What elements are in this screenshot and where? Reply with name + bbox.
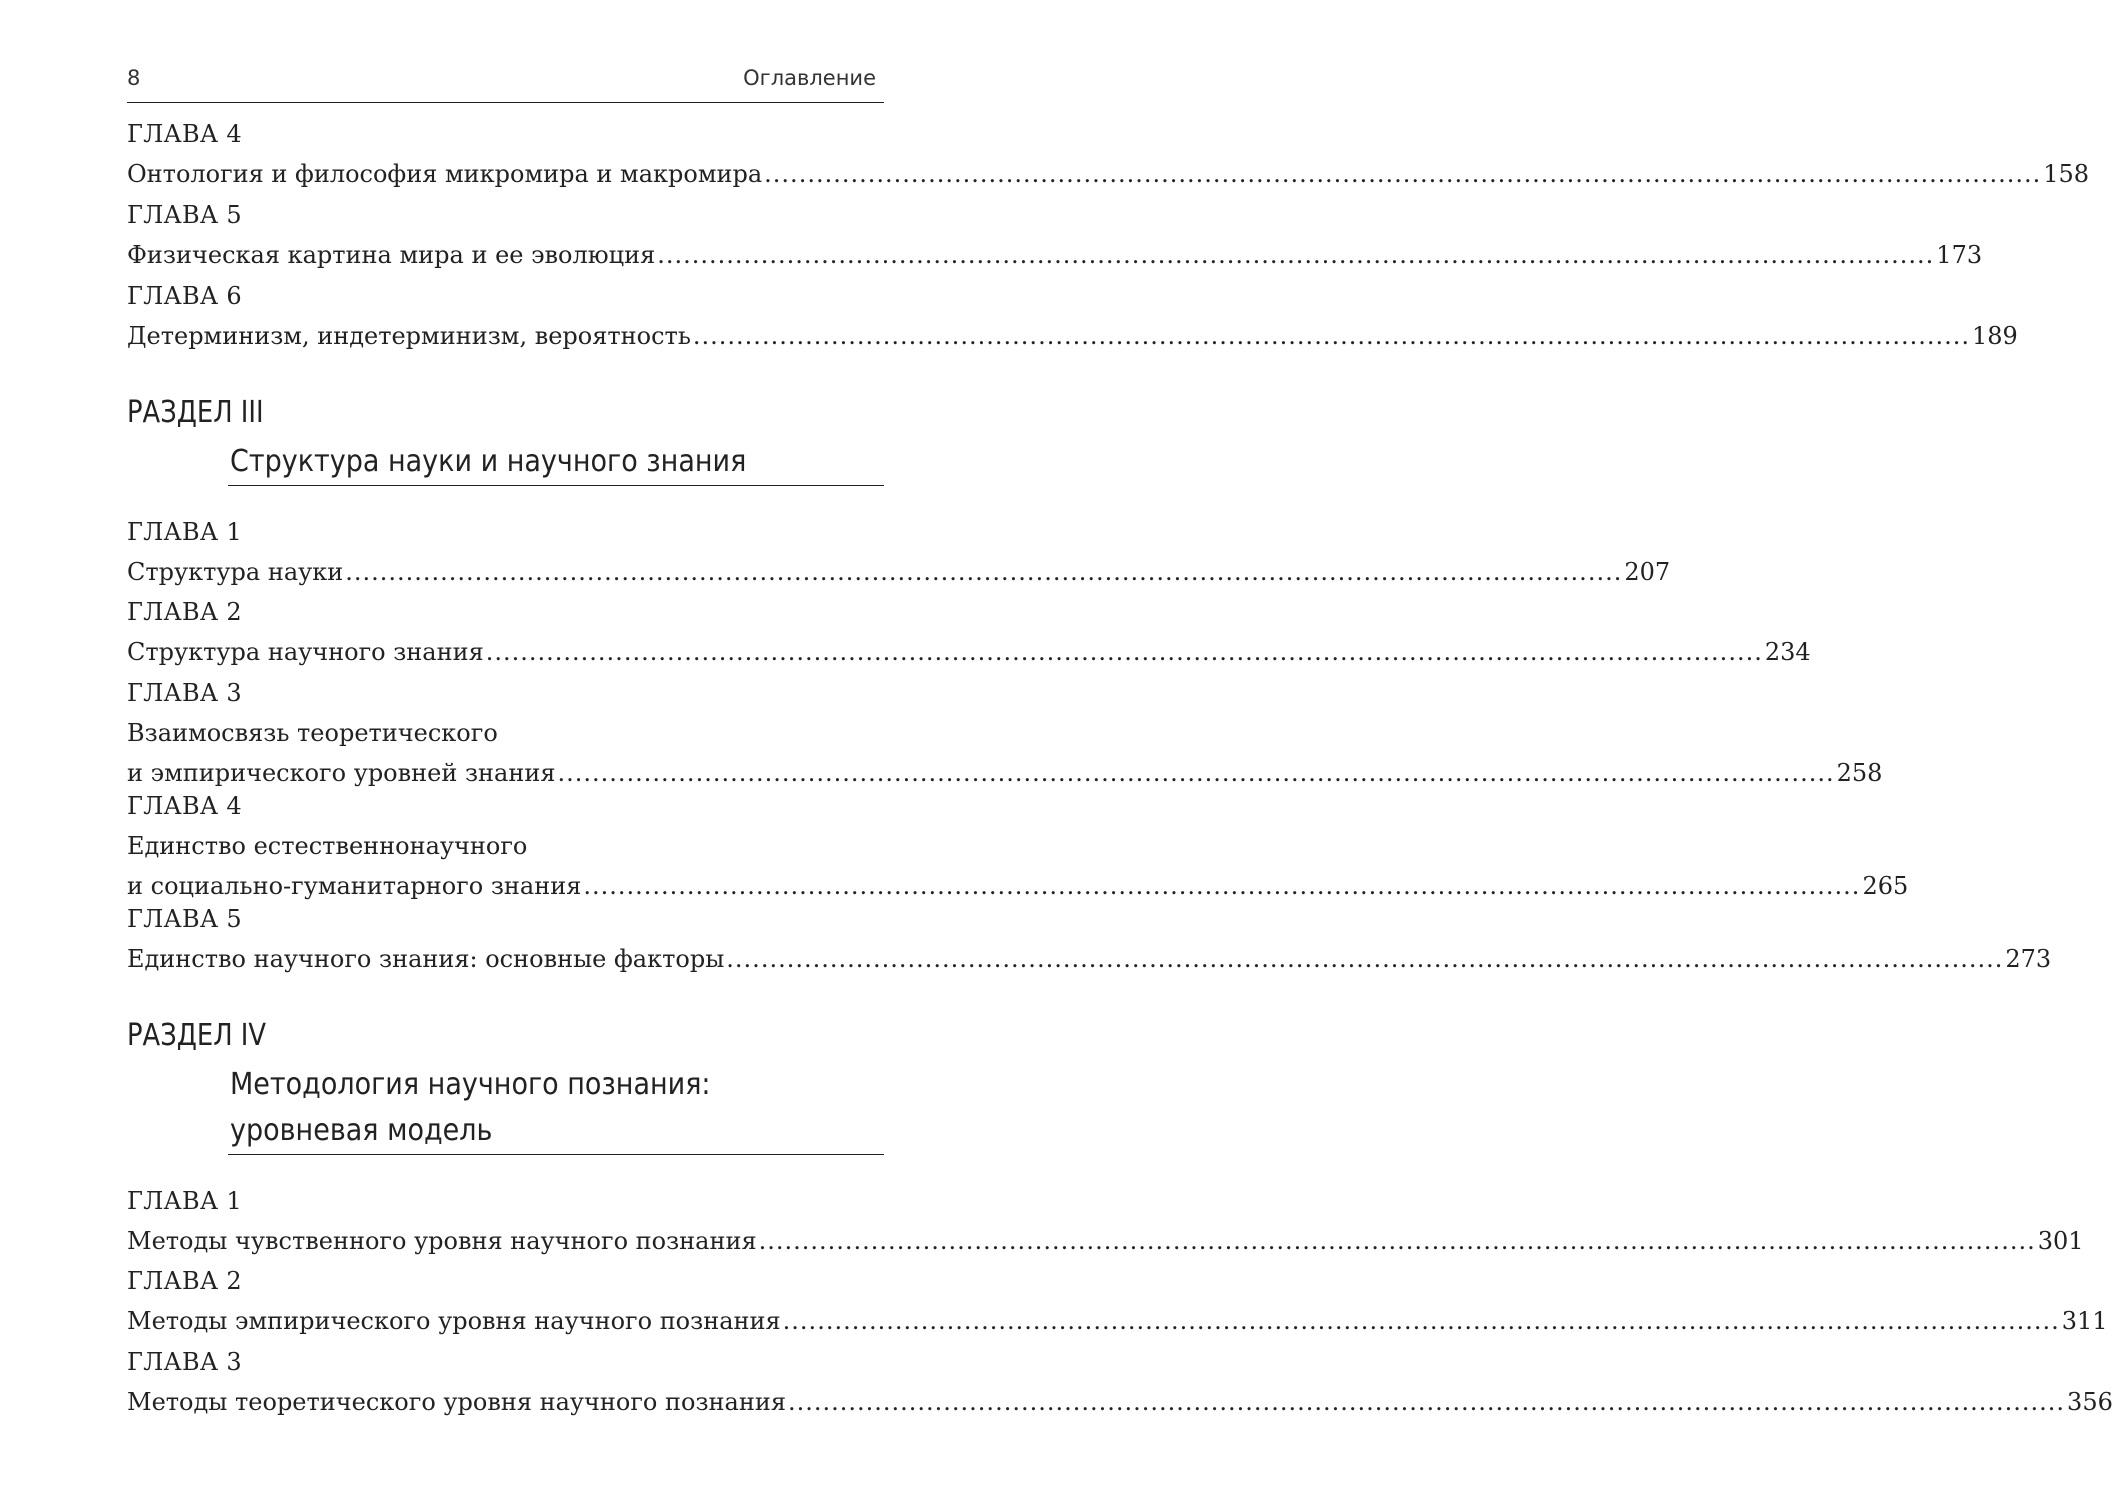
toc-entry[interactable]	[127, 673, 1883, 793]
chapter-title: Детерминизм, индетерминизм, вероятность	[127, 322, 691, 350]
section-heading-line2: уровневая модель	[230, 1113, 493, 1148]
toc-entry[interactable]	[127, 1342, 2113, 1422]
page-ref: 356	[2067, 1388, 2113, 1416]
running-title: Оглавление	[743, 66, 876, 90]
chapter-title-line1: Единство естественнонаучного	[127, 832, 528, 860]
toc-entry[interactable]	[127, 786, 1909, 906]
chapter-title: Онтология и философия микромира и макромира	[127, 160, 763, 188]
dot-leader: ....................................................................................................................................................	[557, 759, 1835, 787]
chapter-label: ГЛАВА 4	[127, 792, 242, 820]
chapter-title: Структура науки	[127, 558, 344, 586]
chapter-title-line1: Взаимосвязь теоретического	[127, 719, 498, 747]
page	[127, 0, 2113, 1504]
dot-leader: ....................................................................................................................................................	[787, 1388, 2066, 1416]
dot-leader: ....................................................................................................................................................	[758, 1227, 2036, 1255]
page-number: 8	[127, 66, 141, 90]
chapter-label: ГЛАВА 1	[127, 518, 242, 546]
dot-leader: ....................................................................................................................................................	[764, 160, 2042, 188]
toc-line	[127, 235, 1983, 275]
dot-leader: ....................................................................................................................................................	[726, 945, 2004, 973]
page-ref: 158	[2043, 160, 2090, 188]
toc-line	[127, 939, 2052, 979]
dot-leader: ....................................................................................................................................................	[345, 558, 1623, 586]
toc-entry[interactable]	[127, 1261, 2108, 1341]
toc-entry[interactable]	[127, 592, 1811, 672]
section-heading: Структура науки и научного знания	[230, 444, 747, 479]
chapter-title: и эмпирического уровней знания	[127, 759, 556, 787]
toc-entry[interactable]	[127, 899, 2052, 979]
chapter-title: Физическая картина мира и ее эволюция	[127, 241, 656, 269]
section-label: РАЗДЕЛ III	[127, 395, 264, 430]
running-head	[127, 62, 884, 103]
dot-leader: ....................................................................................................................................................	[782, 1307, 2060, 1335]
chapter-label: ГЛАВА 2	[127, 598, 242, 626]
chapter-label: ГЛАВА 4	[127, 120, 242, 148]
dot-leader: ....................................................................................................................................................	[583, 872, 1861, 900]
page-ref: 301	[2037, 1227, 2084, 1255]
section-label: РАЗДЕЛ IV	[127, 1018, 267, 1053]
toc-entry[interactable]	[127, 195, 1983, 275]
chapter-label: ГЛАВА 1	[127, 1187, 242, 1215]
dot-leader: ....................................................................................................................................................	[485, 638, 1763, 666]
dot-leader: ....................................................................................................................................................	[692, 322, 1970, 350]
toc-line	[127, 1221, 2084, 1261]
section-header	[127, 1016, 884, 1154]
chapter-title: и социально-гуманитарного знания	[127, 872, 582, 900]
section-heading: Методология научного познания:	[230, 1067, 711, 1102]
toc-line	[127, 316, 2018, 356]
page-ref: 273	[2005, 945, 2052, 973]
chapter-title: Единство научного знания: основные факторы	[127, 945, 725, 973]
page-ref: 207	[1624, 558, 1671, 586]
page-ref: 265	[1862, 872, 1909, 900]
toc-entry[interactable]	[127, 1181, 2084, 1261]
toc-line	[127, 1301, 2108, 1341]
dot-leader: ....................................................................................................................................................	[657, 241, 1935, 269]
section-rule	[228, 485, 884, 486]
toc-entry[interactable]	[127, 276, 2018, 356]
page-ref: 311	[2061, 1307, 2108, 1335]
toc-line	[127, 632, 1811, 672]
chapter-label: ГЛАВА 5	[127, 905, 242, 933]
chapter-label: ГЛАВА 2	[127, 1267, 242, 1295]
chapter-title: Методы эмпирического уровня научного познания	[127, 1307, 781, 1335]
chapter-label: ГЛАВА 5	[127, 201, 242, 229]
section-rule	[228, 1154, 884, 1155]
chapter-title: Структура научного знания	[127, 638, 484, 666]
chapter-label: ГЛАВА 3	[127, 679, 242, 707]
toc-entry[interactable]	[127, 114, 2090, 194]
page-ref: 173	[1936, 241, 1983, 269]
chapter-label: ГЛАВА 3	[127, 1348, 242, 1376]
toc-line	[127, 154, 2090, 194]
toc-entry[interactable]	[127, 512, 1671, 592]
toc-line	[127, 552, 1671, 592]
chapter-label: ГЛАВА 6	[127, 282, 242, 310]
page-ref: 258	[1836, 759, 1883, 787]
chapter-title: Методы чувственного уровня научного познания	[127, 1227, 757, 1255]
toc-line	[127, 1382, 2113, 1422]
section-header	[127, 393, 884, 485]
page-ref: 234	[1764, 638, 1811, 666]
page-ref: 189	[1971, 322, 2018, 350]
chapter-title: Методы теоретического уровня научного познания	[127, 1388, 786, 1416]
